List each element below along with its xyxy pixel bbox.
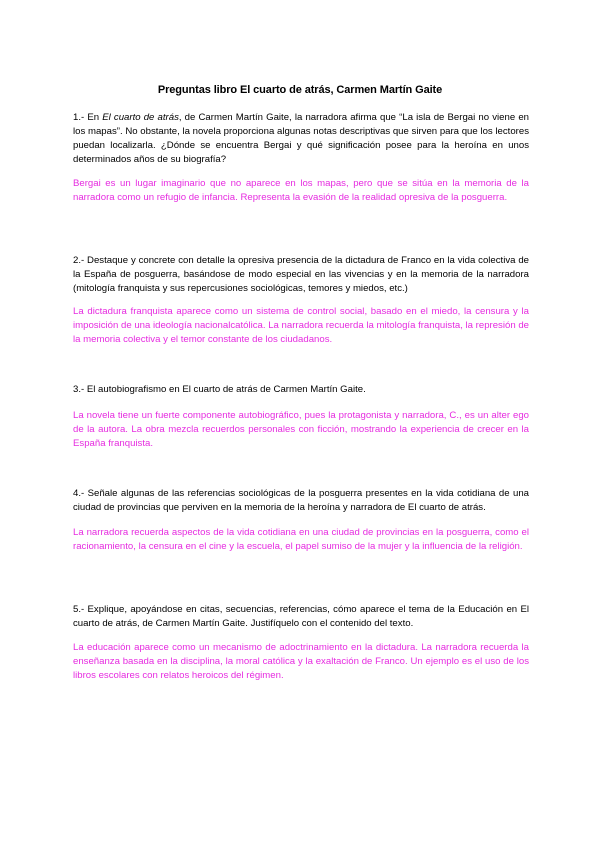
- question-1-prefix: 1.- En: [73, 112, 103, 123]
- answer-3: La novela tiene un fuerte componente autobiográfico, pues la protagonista y narradora, C., es un alter ego de la autora. La obra mezcla recuerdos personales con ficción, mostrando la experiencia de crecer en la España franquista.: [73, 410, 529, 449]
- answer-5: La educación aparece como un mecanismo de adoctrinamiento en la dictadura. La narradora recuerda la enseñanza basada en la disciplina, la moral católica y la exaltación de Franco. Un ejemplo es el uso de los libros escolares con relatos heroicos del régimen.: [73, 642, 529, 681]
- answer-4: La narradora recuerda aspectos de la vida cotidiana en una ciudad de provincias en la posguerra, como el racionamiento, la censura en el cine y la escuela, el papel sumiso de la mujer y la influencia de la religión.: [73, 527, 529, 552]
- answer-2: La dictadura franquista aparece como un sistema de control social, basado en el miedo, la censura y la imposición de una ideología nacionalcatólica. La narradora recuerda la mitología franquista, la represión de la memoria colectiva y el temor constante de los ciudadanos.: [73, 306, 529, 345]
- document-title: Preguntas libro El cuarto de atrás, Carmen Martín Gaite: [157, 84, 443, 96]
- question-3: 3.- El autobiografismo en El cuarto de atrás de Carmen Martín Gaite.: [73, 384, 366, 395]
- question-5: 5.- Explique, apoyándose en citas, secuencias, referencias, cómo aparece el tema de la Educación en El cuarto de atrás, de Carmen Martín Gaite. Justifíquelo con el contenido del texto.: [73, 604, 529, 629]
- question-2: 2.- Destaque y concrete con detalle la opresiva presencia de la dictadura de Franco en la vida colectiva de la España de posguerra, basándose de modo especial en las vivencias y en la memoria de la narradora (mitología franquista y sus repercusiones sociológicas, temores y miedos, etc.): [73, 255, 529, 294]
- question-1-text: , de Carmen Martín Gaite, la narradora afirma que “La isla de Bergai no viene en los mapas”. No obstante, la novela proporciona algunas notas descriptivas que sirven para que los lectores puedan localizarla. ¿Dónde se encuentra Bergai y qué significación posee para la heroína en unos determinados años de su biografía?: [73, 112, 529, 165]
- answer-1: Bergai es un lugar imaginario que no aparece en los mapas, pero que se sitúa en la memoria de la narradora como un refugio de infancia. Representa la evasión de la realidad opresiva de la posguerra.: [73, 178, 529, 203]
- question-1-book-title: El cuarto de atrás: [102, 112, 179, 123]
- question-4: 4.- Señale algunas de las referencias sociológicas de la posguerra presentes en la vida cotidiana de una ciudad de provincias que perviven en la memoria de la heroína y narradora de El cuarto de atrás.: [73, 488, 529, 513]
- question-1: [73, 111, 529, 167]
